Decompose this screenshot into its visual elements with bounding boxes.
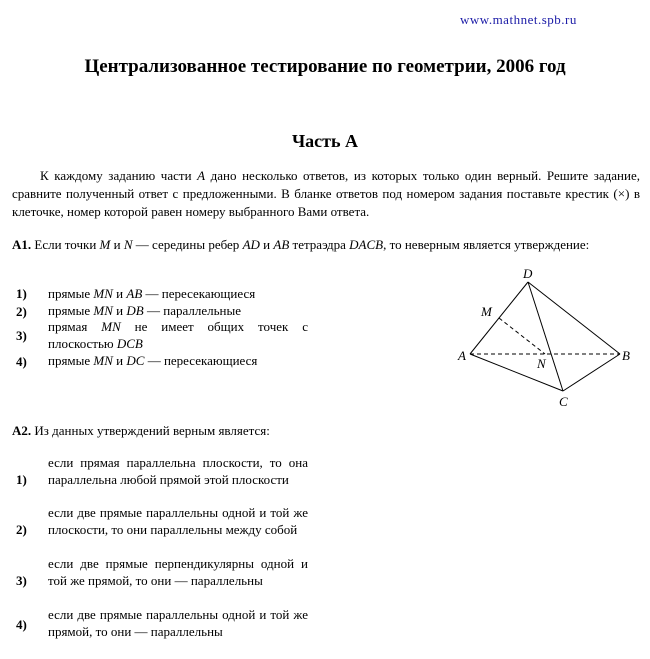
tetrahedron-figure xyxy=(440,260,640,410)
edge-dc xyxy=(528,282,563,391)
intro-paragraph: К каждому заданию части А дано несколько ответов, из которых только один верный. Решите задание, сравните полученный ответ с предложенными. В бланке ответов под номером задания поставьте крестик (×) в клеточке, номер которой равен номеру выбранного Вами ответа. xyxy=(12,168,640,219)
label-c: C xyxy=(559,394,568,409)
site-url: www.mathnet.spb.ru xyxy=(460,12,577,27)
segment-mn-hidden xyxy=(499,318,545,354)
document-title: Централизованное тестирование по геометрии, 2006 год xyxy=(84,56,566,77)
label-b: B xyxy=(622,348,630,363)
question-a1: A1. Если точки M и N — середины ребер AD и AB тетраэдра DACB, то неверным является утверждение: xyxy=(12,237,590,252)
label-a: A xyxy=(458,348,466,363)
label-m: M xyxy=(481,304,492,319)
label-n: N xyxy=(537,356,546,371)
edge-cb xyxy=(563,354,620,391)
part-heading: Часть А xyxy=(291,131,359,151)
edge-db xyxy=(528,282,620,354)
label-d: D xyxy=(523,266,533,281)
edge-ac xyxy=(470,354,563,391)
question-a2: A2. Из данных утверждений верным является: xyxy=(12,423,270,438)
